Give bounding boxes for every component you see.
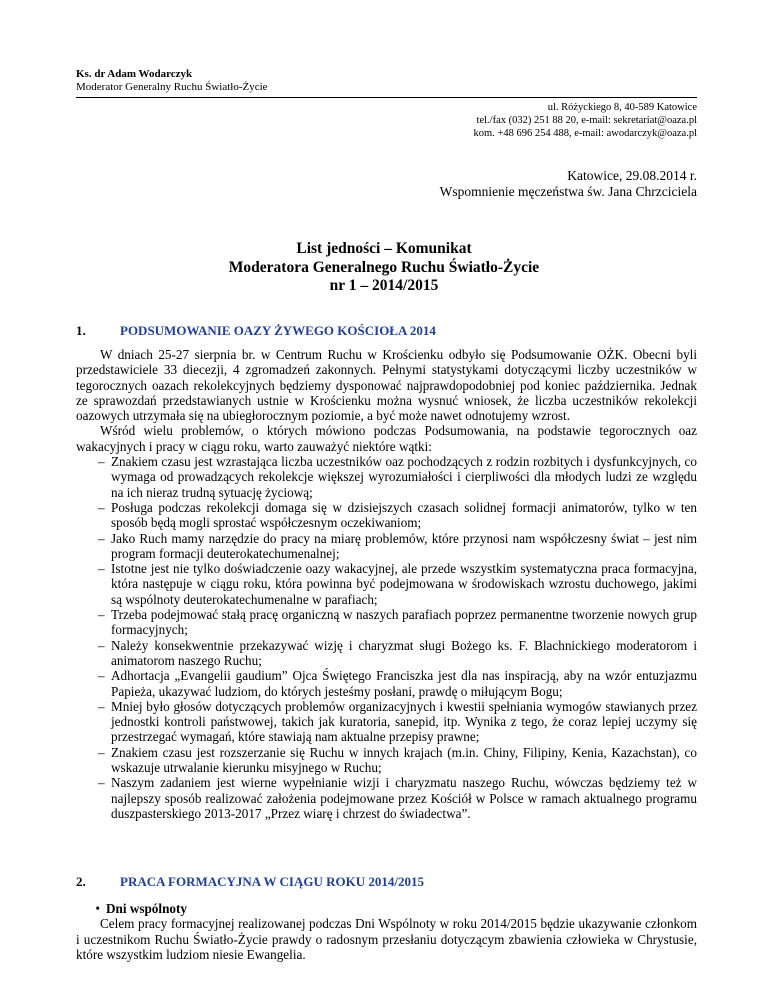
dash-icon: – [98, 607, 105, 623]
section-2-heading [76, 874, 424, 890]
document-title [0, 240, 768, 296]
dash-icon: – [98, 744, 105, 760]
list-item [76, 531, 697, 562]
section-title: PRACA FORMACYJNA W CIĄGU ROKU 2014/2015 [120, 874, 424, 889]
letter-date: Katowice, 29.08.2014 r. [567, 168, 697, 183]
dash-icon: – [98, 561, 105, 577]
paragraph: Wśród wielu problemów, o których mówiono podczas Podsumowania, na podstawie tegorocznych oaz wakacyjnych i pracy w ciągu roku, warto zauważyć niektóre wątki: [76, 423, 697, 454]
dash-icon: – [98, 637, 105, 653]
list-item [76, 607, 697, 638]
list-item [76, 454, 697, 500]
address-line: ul. Różyckiego 8, 40-589 Katowice [547, 102, 697, 113]
header-divider [76, 97, 697, 98]
section-2-body [76, 901, 697, 962]
paragraph: Celem pracy formacyjnej realizowanej podczas Dni Wspólnoty w roku 2014/2015 będzie ukazywanie członkom i uczestnikom Ruchu Światło-Życie prawdy o radosnym przesłaniu dotyczącym zbawienia człowieka w Chrystusie, które wszystkim ludziom niesie Ewangelia. [76, 916, 697, 962]
dash-icon: – [98, 698, 105, 714]
subheading-text: Dni wspólnoty [106, 901, 187, 916]
section-1-heading [76, 323, 436, 339]
list-item-text: Adhortacja „Evangelii gaudium” Ojca Świętego Franciszka jest dla nas inspiracją, aby na wzór entuzjazmu Papieża, ukazywać ludziom, do których jesteśmy posłani, prawdę o miłującym Bogu; [111, 668, 697, 699]
list-item-text: Znakiem czasu jest wzrastająca liczba uczestników oaz pochodzących z rodzin rozbitych i dysfunkcyjnych, co wymaga od prowadzących rekolekcje większej wyrozumiałości i cierpliwości dla młodych ludzi ze względu na ich nieraz trudną sytuację życiową; [111, 454, 697, 500]
bullet-icon: • [95, 901, 100, 916]
date-block [440, 168, 697, 200]
letter-occasion: Wspomnienie męczeństwa św. Jana Chrzciciela [439, 184, 697, 199]
list-item [76, 638, 697, 669]
address-block [474, 101, 698, 140]
dash-icon: – [98, 668, 105, 684]
list-item-text: Mniej było głosów dotyczących problemów organizacyjnych i kwestii spełniania wymogów stawianych przez jednostki kontroli państwowej, takich jak kuratoria, sanepid, itp. Wynika z tego, że coraz lepiej uczymy się przestrzegać wymagań, które stawiają nam aktualne przepisy prawne; [111, 698, 697, 745]
address-line: tel./fax (032) 251 88 20, e-mail: sekretariat@oaza.pl [476, 115, 697, 126]
list-item [76, 775, 697, 821]
list-item-text: Trzeba podejmować stałą pracę organiczną w naszych parafiach poprzez permanentne tworzenie nowych grup formacyjnych; [111, 607, 697, 638]
dash-icon: – [98, 499, 105, 515]
bullet-list [76, 454, 697, 821]
author-name: Ks. dr Adam Wodarczyk [76, 68, 193, 80]
section-title: PODSUMOWANIE OAZY ŻYWEGO KOŚCIOŁA 2014 [120, 323, 436, 338]
list-item-text: Należy konsekwentnie przekazywać wizję i charyzmat sługi Bożego ks. F. Blachnickiego moderatorom i animatorom naszego Ruchu; [111, 637, 697, 668]
dash-icon: – [98, 454, 105, 470]
section-number: 2. [76, 874, 86, 889]
list-item [76, 699, 697, 745]
paragraph: W dniach 25-27 sierpnia br. w Centrum Ruchu w Krościenku odbyło się Podsumowanie OŻK. Obecni byli przedstawiciele 33 diecezji, 4 zgromadzeń zakonnych. Pełnymi statystykami dotyczącymi liczby uczestników w tegorocznych oazach rekolekcyjnych będziemy dysponować najprawdopodobniej pod koniec października. Jednak ze sprawozdań przedstawianych ustnie w Krościenku można wysnuć wniosek, że liczba uczestników rekolekcji oazowych utrzymała się na ubiegłorocznym poziomie, a być może nawet odnotujemy wzrost. [76, 347, 697, 424]
list-item [76, 561, 697, 607]
subheading [76, 901, 697, 916]
list-item [76, 668, 697, 699]
dash-icon: – [98, 775, 105, 791]
list-item [76, 745, 697, 776]
list-item-text: Naszym zadaniem jest wierne wypełnianie wizji i charyzmatu naszego Ruchu, wówczas będziemy też w najlepszy sposób realizować założenia podejmowane przez Kościół w Polsce w ramach aktualnego programu duszpasterskiego 2013-2017 „Przez wiarę i chrzest do świadectwa”. [111, 775, 697, 821]
list-item-text: Jako Ruch mamy narzędzie do pracy na miarę problemów, które przynosi nam współczesny świat – jest nim program formacji deuterokatechumenalnej; [111, 530, 697, 561]
address-line: kom. +48 696 254 488, e-mail: awodarczyk@oaza.pl [473, 128, 697, 139]
list-item-text: Znakiem czasu jest rozszerzanie się Ruchu w innych krajach (m.in. Chiny, Filipiny, Kenia, Kazachstan), co wskazuje utrwalanie kierunku misyjnego w Ruchu; [111, 744, 697, 776]
section-1-body [76, 347, 697, 821]
section-number: 1. [76, 323, 86, 338]
dash-icon: – [98, 530, 105, 546]
list-item [76, 500, 697, 531]
title-line-1: List jedności – Komunikat [296, 240, 472, 257]
title-line-3: nr 1 – 2014/2015 [329, 277, 439, 294]
list-item-text: Posługa podczas rekolekcji domaga się w dzisiejszych czasach solidnej formacji animatorów, tylko w ten sposób będą mogli sprostać współczesnym oczekiwaniom; [111, 499, 697, 531]
list-item-text: Istotne jest nie tylko doświadczenie oazy wakacyjnej, ale przede wszystkim systematyczna praca formacyjna, która następuje w ciągu roku, która powinna być podejmowana w środowiskach wzrostu duchowego, jakimi są wspólnoty deuterokatechumenalne w parafiach; [111, 561, 697, 607]
author-role: Moderator Generalny Ruchu Światło-Życie [76, 81, 268, 93]
title-line-2: Moderatora Generalnego Ruchu Światło-Życie [228, 258, 540, 276]
